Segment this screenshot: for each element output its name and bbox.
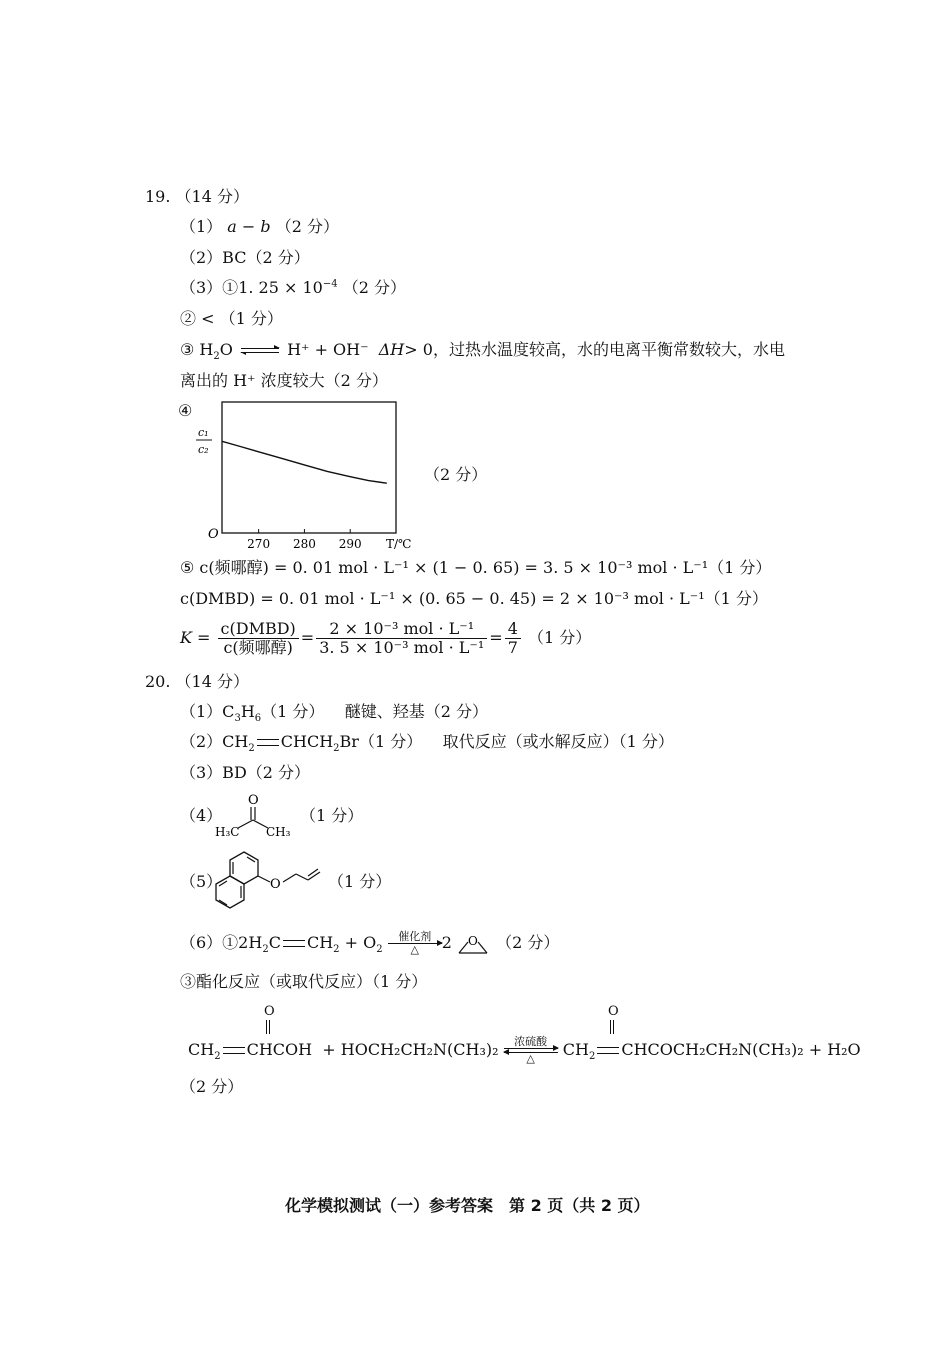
q19-part1: （1） a − b （2 分）: [180, 217, 340, 236]
acetone-structure-icon: [212, 790, 300, 840]
q19-part3-4-score: （2 分）: [424, 465, 488, 484]
series-line-c1-c2: [222, 441, 387, 483]
c1-c2-vs-temperature-chart: [190, 400, 420, 552]
q20-header: 20. （14 分）: [145, 672, 249, 691]
esterification-score: （2 分）: [180, 1077, 244, 1096]
reaction-arrow-icon: 催化剂 △: [388, 931, 442, 956]
reversible-arrow-icon: 浓硫酸 △: [504, 1036, 558, 1065]
acetone-o-label: O: [248, 793, 259, 808]
naphthyl-allyl-ether-structure-icon: [210, 848, 330, 914]
epoxide-o-label: O: [467, 933, 478, 948]
q20-part6-3: ③酯化反应（或取代反应）（1 分）: [180, 972, 428, 991]
double-bond-icon: [223, 1047, 245, 1054]
q19-part3-5-b: c(DMBD) = 0. 01 mol · L⁻¹ × (0. 65 − 0. 45) = 2 × 10⁻³ mol · L⁻¹（1 分）: [180, 589, 768, 608]
chart-frame: [222, 402, 396, 533]
q19-part3-1: （3）①1. $25 \times 10^{-4}$ （2 分）: [180, 278, 406, 297]
y-axis-label-denominator: c₂: [198, 443, 209, 456]
acetone-left-methyl: H₃C: [215, 825, 240, 839]
k-fraction-1: $\frac{\text{c(DMBD)}}{\text{c(频哪醇)}}$: [218, 620, 299, 657]
x-axis-label: T/℃: [386, 537, 412, 551]
q20-part2: $(2)CH_2$ $CHCH_2Br(1$ 分） 取代反应（或水解反应）（1 分）: [180, 732, 674, 755]
ether-o-label: O: [270, 877, 281, 892]
double-bond-icon: [597, 1047, 619, 1054]
q20-part5-label: （5）: [180, 872, 223, 891]
x-tick-label: 290: [338, 537, 362, 551]
esterification-equation: $CH_2$ CHCOH + HOCH₂CH₂N(CH₃)₂ 浓硫酸 △ $CH_2$ CHCOCH₂CH₂N(CH₃)₂ + H₂O: [188, 1035, 861, 1065]
x-tick-label: 270: [247, 537, 271, 551]
q20-part6-1: $(6)①2H_2C$ $CH_2 + O_2$ 催化剂 △ 2 O （2 分）: [180, 930, 560, 956]
q20-part5-score: （1 分）: [328, 872, 392, 891]
q19-part3-3: ③ $H_2O$ H⁺ + OH⁻ ΔH> 0，过热水温度较高，水的电离平衡常数较大，水电: [180, 340, 785, 363]
k-fraction-2: $\frac{\text{2 × 10⁻³ mol · L⁻¹}}{\text{3. 5 × 10⁻³ mol · L⁻¹}}$: [316, 620, 487, 657]
carbonyl-o-right: O: [608, 1004, 619, 1019]
q20-part4-label: （4）: [180, 806, 223, 825]
page-footer: 化学模拟测试（一）参考答案 第 2 页（共 2 页）: [285, 1196, 650, 1215]
double-bond-icon: [257, 739, 279, 746]
acetone-right-methyl: CH₃: [266, 825, 291, 839]
double-bond-icon: [283, 940, 305, 947]
x-tick-label: 280: [292, 537, 316, 551]
q20-part3: （3）BD（2 分）: [180, 763, 311, 782]
q19-part3-2: ② < （1 分）: [180, 309, 283, 328]
carbonyl-bond-left: [266, 1020, 270, 1034]
carbonyl-bond-right: [610, 1020, 614, 1034]
y-axis-label-numerator: c₁: [198, 426, 209, 439]
q19-part3-4-label: ④: [178, 401, 193, 420]
q19-part3-3-line2: 离出的 H⁺ 浓度较大（2 分）: [180, 371, 388, 390]
carbonyl-o-left: O: [264, 1004, 275, 1019]
q19-header: 19. （14 分）: [145, 187, 249, 206]
q20-part1: $(1)C_3H_6(1$ 分） 醚键、羟基（2 分）: [180, 702, 489, 725]
q19-part2: （2）BC（2 分）: [180, 248, 310, 267]
q19-part3-5-a: ⑤ c(频哪醇) = 0. 01 mol · L⁻¹ × (1 − 0. 65) = 3. 5 × 10⁻³ mol · L⁻¹（1 分）: [180, 558, 772, 577]
q20-part4-score: （1 分）: [300, 806, 364, 825]
equilibrium-arrow-icon: [241, 345, 279, 356]
k-fraction-3: $\frac{4}{7}$: [505, 620, 521, 657]
epoxide-ring-icon: [457, 933, 491, 955]
q19-part3-5-k: K = $\frac{\text{c(DMBD)}}{\text{c(频哪醇)}}$ = $\frac{\text{2 × 10⁻³ mol · L⁻¹}}{\text{3. 5 × 10⁻³ mol · L⁻¹}}$ = $\frac{4}{7}$ （1 分）: [180, 619, 592, 657]
q19-part1-answer: a − b: [227, 217, 271, 236]
origin-label: O: [208, 527, 219, 542]
